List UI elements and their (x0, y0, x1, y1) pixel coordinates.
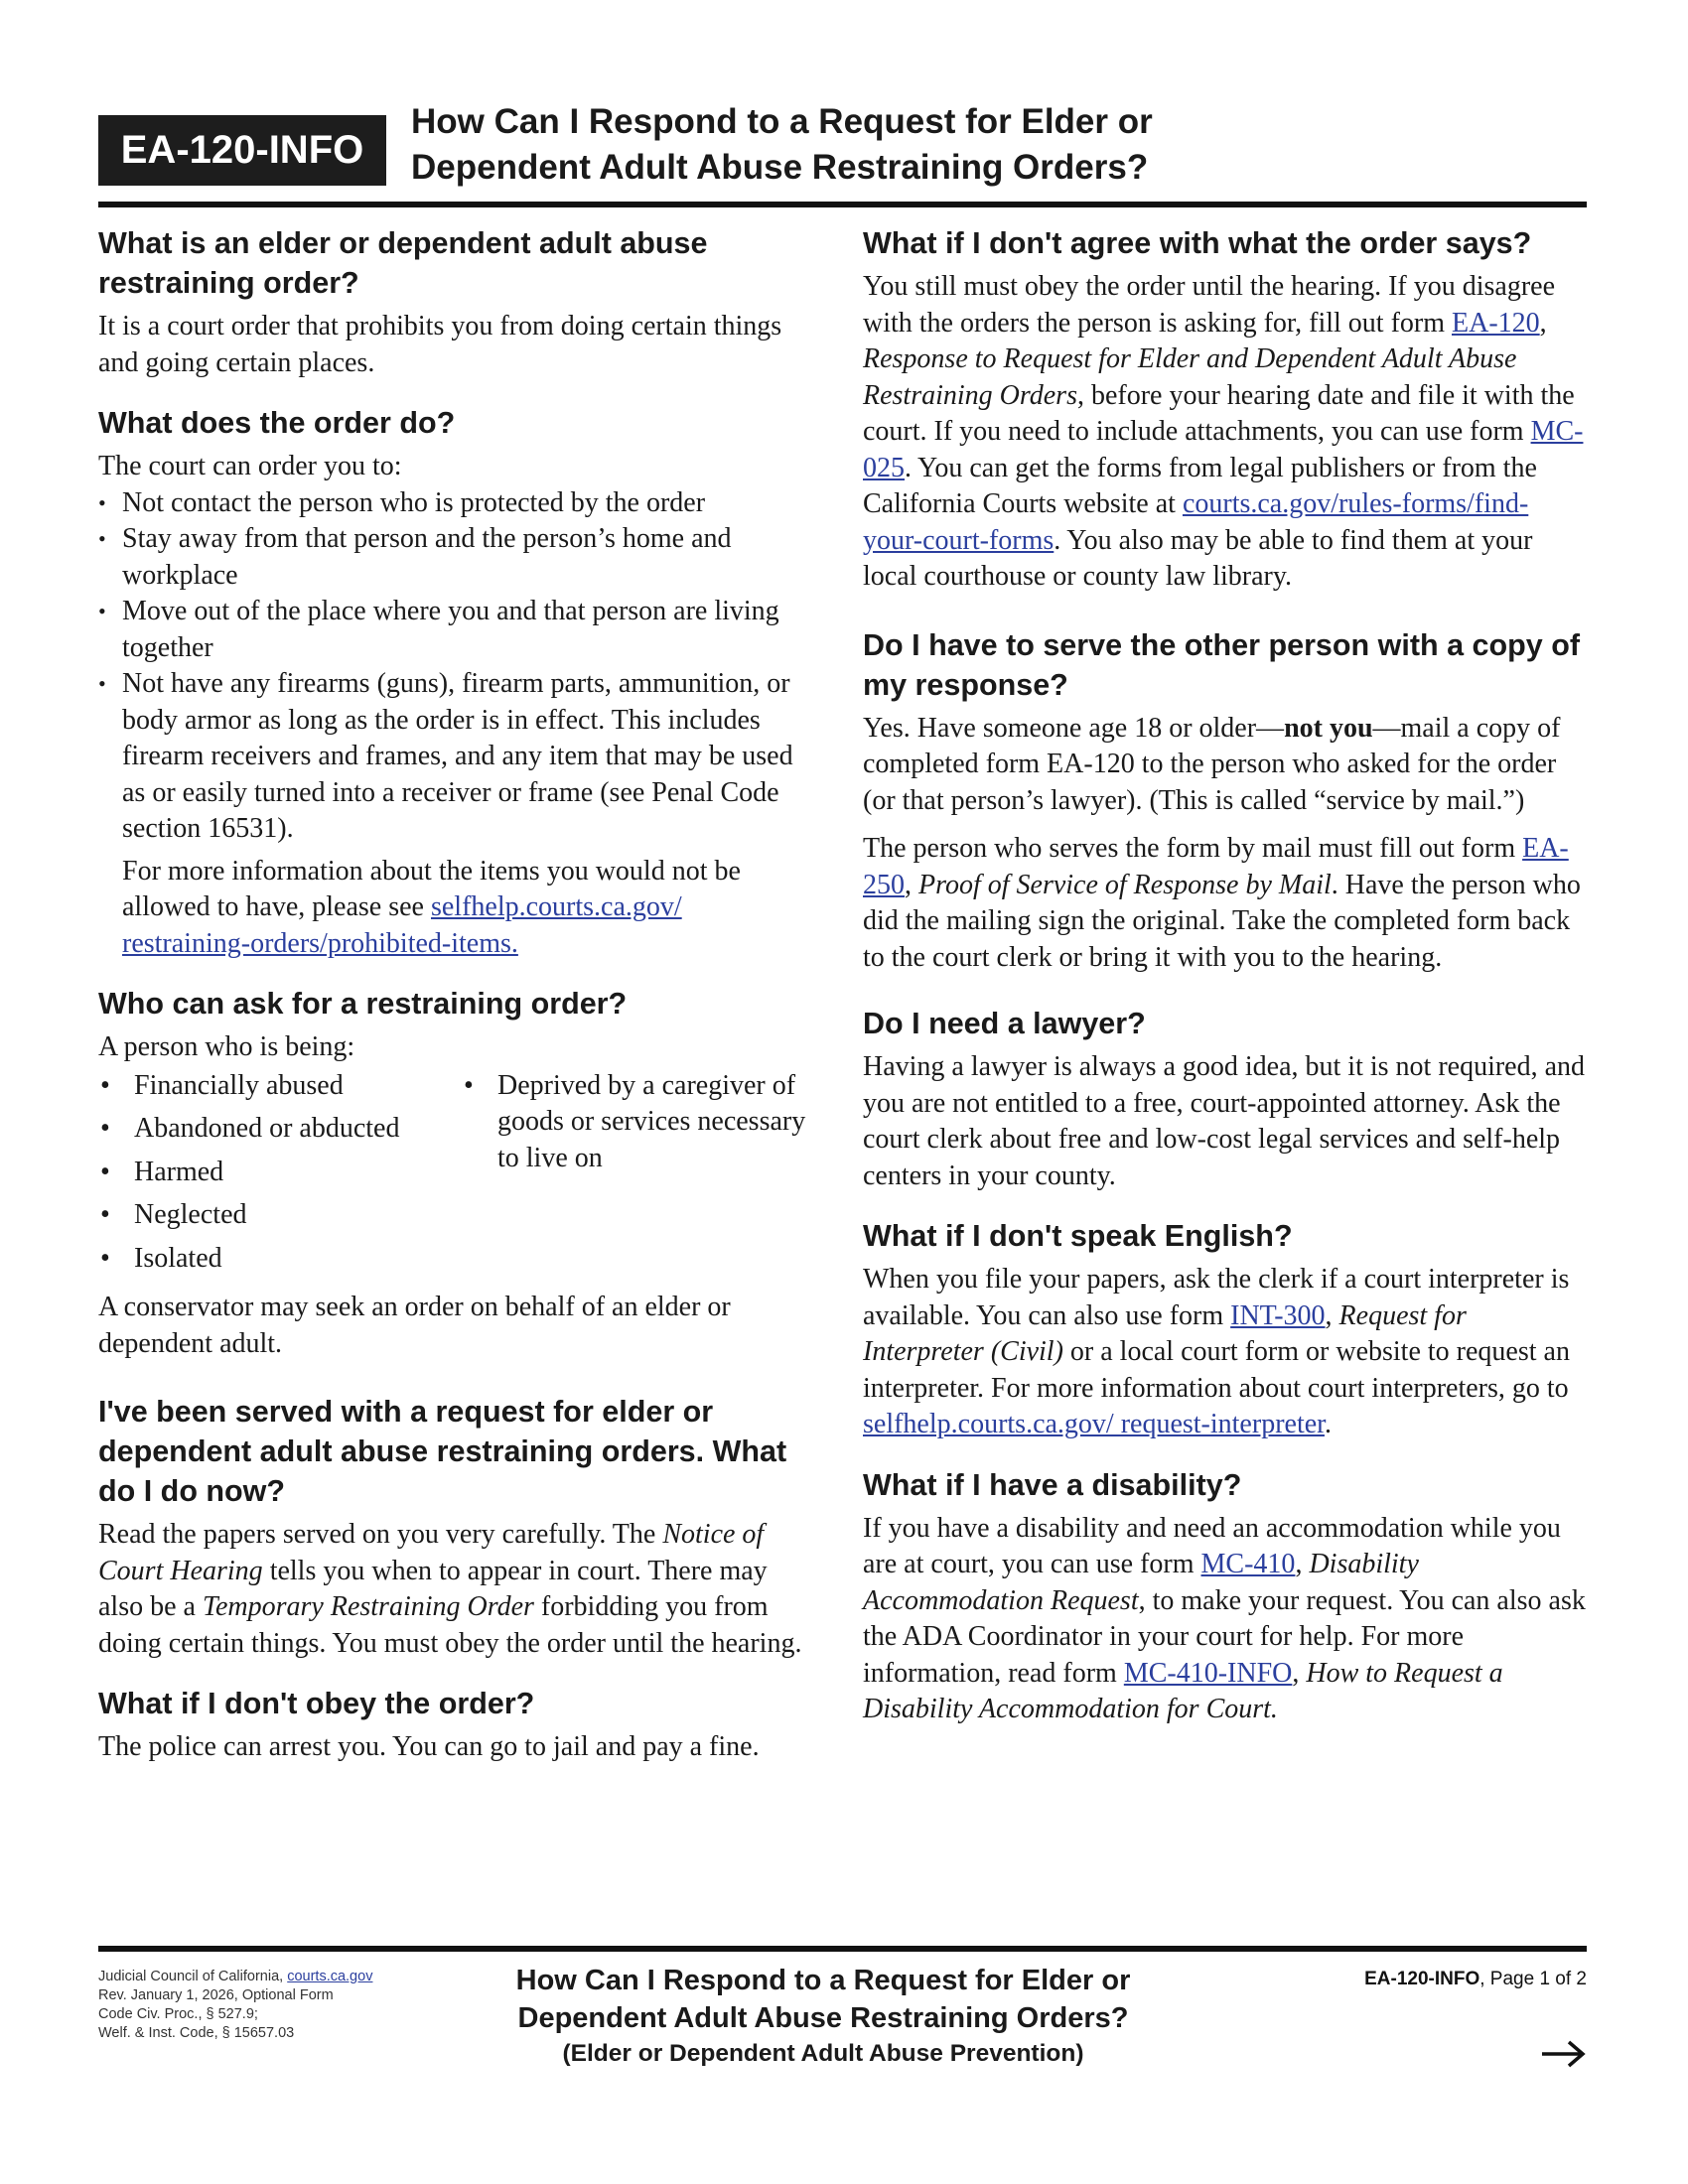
text-run: If you have a disability and need an accommodation while you are at court, you can use form (863, 1512, 1561, 1579)
footer-title (436, 1962, 1210, 2071)
footer-form-id: EA-120-INFO (1364, 1969, 1480, 1989)
text-run: . Have the person who did the mailing sign the original. Take the completed form back to the court clerk or bring it with you to the hearing. (863, 869, 1581, 973)
right-column (863, 223, 1587, 1750)
section-body (863, 269, 1587, 596)
int-300-link[interactable]: INT-300 (1230, 1299, 1326, 1331)
section-body (863, 831, 1587, 976)
footer-text: Judicial Council of California, (98, 1969, 288, 1984)
footer-subtitle: (Elder or Dependent Adult Abuse Prevention) (562, 2040, 1084, 2067)
section-what-is-order (98, 223, 813, 381)
mc-410-info-link[interactable]: MC-410-INFO (1123, 1657, 1293, 1689)
section-heading: What if I don't speak English? (863, 1219, 1293, 1253)
who-list-column (98, 1068, 462, 1285)
form-page (98, 99, 1587, 2124)
section-heading: What does the order do? (98, 406, 456, 440)
text-run: forbidding you from doing certain things. You must obey the order until the hearing. (98, 1591, 802, 1659)
text-run: . You also may be able to find them at your local courthouse or county law library. (863, 524, 1533, 592)
document-name: Response to Request for Elder and Dependent Adult Abuse Restraining Orders (863, 343, 1517, 411)
list-item: • Isolated (98, 1241, 462, 1278)
left-column (98, 223, 813, 1788)
text-run: , (1292, 1657, 1307, 1689)
more-info-label: For more information about the items you would not be allowed to have, please see (122, 855, 741, 922)
list-item: • Deprived by a caregiver of goods or services necessary to live on (462, 1068, 813, 1177)
section-heading: Do I have to serve the other person with a copy of my response? (863, 627, 1580, 702)
text-run: . You can get the forms from legal publishers or from the California Courts website at (863, 452, 1537, 519)
text-run: . (1324, 1409, 1332, 1439)
form-header (98, 99, 1587, 207)
form-title (411, 99, 1553, 191)
emphasis-text: not you (1284, 712, 1373, 744)
section-body: The police can arrest you. You can go to jail and pay a fine. (98, 1731, 760, 1762)
text-run: , (1539, 307, 1547, 339)
section-been-served (98, 1392, 813, 1662)
text-run: , to make your request. You can also ask the ADA Coordinator in your court for help. For more information, read form (863, 1584, 1586, 1689)
footer-line: Rev. January 1, 2026, Optional Form (98, 1987, 334, 2003)
form-title-line: How Can I Respond to a Request for Elder or (411, 102, 1153, 141)
text-run: The person who serves the form by mail must fill out form (863, 833, 1523, 864)
mc-025-link[interactable]: MC-025 (863, 416, 1584, 483)
courts-link[interactable]: courts.ca.gov (287, 1969, 373, 1984)
section-intro: A person who is being: (98, 1031, 355, 1062)
section-intro: The court can order you to: (98, 451, 402, 481)
who-list-column (462, 1068, 813, 1285)
ea-120-link[interactable]: EA-120 (1452, 307, 1540, 339)
mc-410-link[interactable]: MC-410 (1200, 1549, 1296, 1579)
section-outro: A conservator may seek an order on behalf of an elder or dependent adult. (98, 1292, 731, 1359)
list-item: • Neglected (98, 1197, 462, 1234)
text-run: You still must obey the order until the hearing. If you disagree with the orders the person is asking for, fill out form (863, 271, 1556, 339)
list-item: • Move out of the place where you and that person are living together (98, 594, 813, 666)
order-list (98, 485, 813, 848)
section-heading: Do I need a lawyer? (863, 1007, 1146, 1040)
section-need-lawyer (863, 1004, 1587, 1194)
section-body (863, 711, 1587, 820)
form-id-badge: EA-120-INFO (98, 115, 386, 186)
text-run: Yes. Have someone age 18 or older— (863, 712, 1285, 744)
right-arrow-icon[interactable] (1539, 2039, 1587, 2069)
section-heading: I've been served with a request for elder or dependent adult abuse restraining orders. What do I do now? (98, 1395, 787, 1508)
section-what-order-does (98, 403, 813, 962)
interpreter-link[interactable]: selfhelp.courts.ca.gov/ request-interpreter (863, 1409, 1325, 1439)
document-name: Temporary Restraining Order (202, 1591, 534, 1622)
text-run: , (905, 869, 918, 900)
footer-title-line: Dependent Adult Abuse Restraining Orders? (517, 2002, 1129, 2034)
section-heading: What is an elder or dependent adult abuse restraining order? (98, 226, 708, 300)
text-run: tells you when to appear in court. There may also be a (98, 1555, 768, 1622)
text-run: Read the papers served on you very carefully. The (98, 1519, 663, 1550)
list-item: • Harmed (98, 1155, 462, 1191)
section-body (863, 1511, 1587, 1728)
text-run: or a local court form or website to request an interpreter. For more information about court interpreters, go to (863, 1336, 1570, 1404)
footer-line: Welf. & Inst. Code, § 15657.03 (98, 2025, 295, 2041)
document-name: Disability Accommodation Request (863, 1549, 1419, 1616)
ea-250-link[interactable]: EA-250 (863, 833, 1569, 900)
footer-page-info (1289, 1968, 1587, 1991)
text-run: —mail a copy of completed form EA-120 to the person who asked for the order (or that person’s lawyer). (This is called “service by mail.”) (863, 712, 1561, 816)
footer-line: Code Civ. Proc., § 527.9; (98, 2006, 258, 2022)
more-info-text (98, 854, 813, 963)
section-body: It is a court order that prohibits you from doing certain things and going certain places. (98, 311, 782, 378)
section-body (863, 1262, 1587, 1443)
section-who-can-ask (98, 984, 813, 1362)
section-heading: Who can ask for a restraining order? (98, 987, 628, 1021)
page-number: , Page 1 of 2 (1479, 1969, 1587, 1989)
text-run: , (1325, 1299, 1339, 1331)
section-heading: What if I don't obey the order? (98, 1687, 535, 1720)
list-item: • Stay away from that person and the person’s home and workplace (98, 521, 813, 594)
document-name: Proof of Service of Response by Mail (918, 869, 1332, 900)
footer-line (98, 1968, 456, 1986)
prohibited-items-link[interactable]: selfhelp.courts.ca.gov/ restraining-orders/prohibited-items. (122, 891, 682, 959)
text-run: , (1295, 1549, 1310, 1579)
section-heading: What if I don't agree with what the order says? (863, 226, 1532, 260)
list-item: • Not have any firearms (guns), firearm parts, ammunition, or body armor as long as the order is in effect. This includes firearm receivers and frames, and any item that may be used as or easily turned into a receiver or frame (see Penal Code section 16531). (98, 666, 813, 848)
list-item: • Not contact the person who is protected by the order (98, 485, 813, 522)
text-run: , before your hearing date and file it with the court. If you need to include attachments, you can use form (863, 379, 1575, 447)
footer-title-line: How Can I Respond to a Request for Elder or (515, 1965, 1131, 1996)
section-dont-obey (98, 1684, 813, 1766)
who-list (98, 1068, 813, 1285)
list-item: • Abandoned or abducted (98, 1111, 462, 1148)
document-name: How to Request a Disability Accommodation for Court. (863, 1657, 1503, 1724)
text-run: When you file your papers, ask the clerk if a court interpreter is available. You can also use form (863, 1264, 1570, 1331)
document-name: Request for Interpreter (Civil) (863, 1299, 1467, 1367)
section-heading: What if I have a disability? (863, 1467, 1242, 1502)
section-serve-response (863, 625, 1587, 977)
form-title-line: Dependent Adult Abuse Restraining Orders? (411, 148, 1149, 187)
section-body (98, 1517, 813, 1662)
section-speak-english (863, 1216, 1587, 1443)
section-body: Having a lawyer is always a good idea, but it is not required, and you are not entitled to a free, court-appointed attorney. Ask the court clerk about free and low-cost legal services and self-help centers in your county. (863, 1051, 1586, 1191)
footer-citation (98, 1968, 456, 2043)
form-footer (98, 1946, 1587, 2130)
court-forms-link[interactable]: courts.ca.gov/rules-forms/find-your-court-forms (863, 488, 1529, 556)
section-dont-agree (863, 223, 1587, 596)
section-disability (863, 1465, 1587, 1728)
document-name: Notice of Court Hearing (98, 1519, 765, 1586)
list-item: • Financially abused (98, 1068, 462, 1105)
